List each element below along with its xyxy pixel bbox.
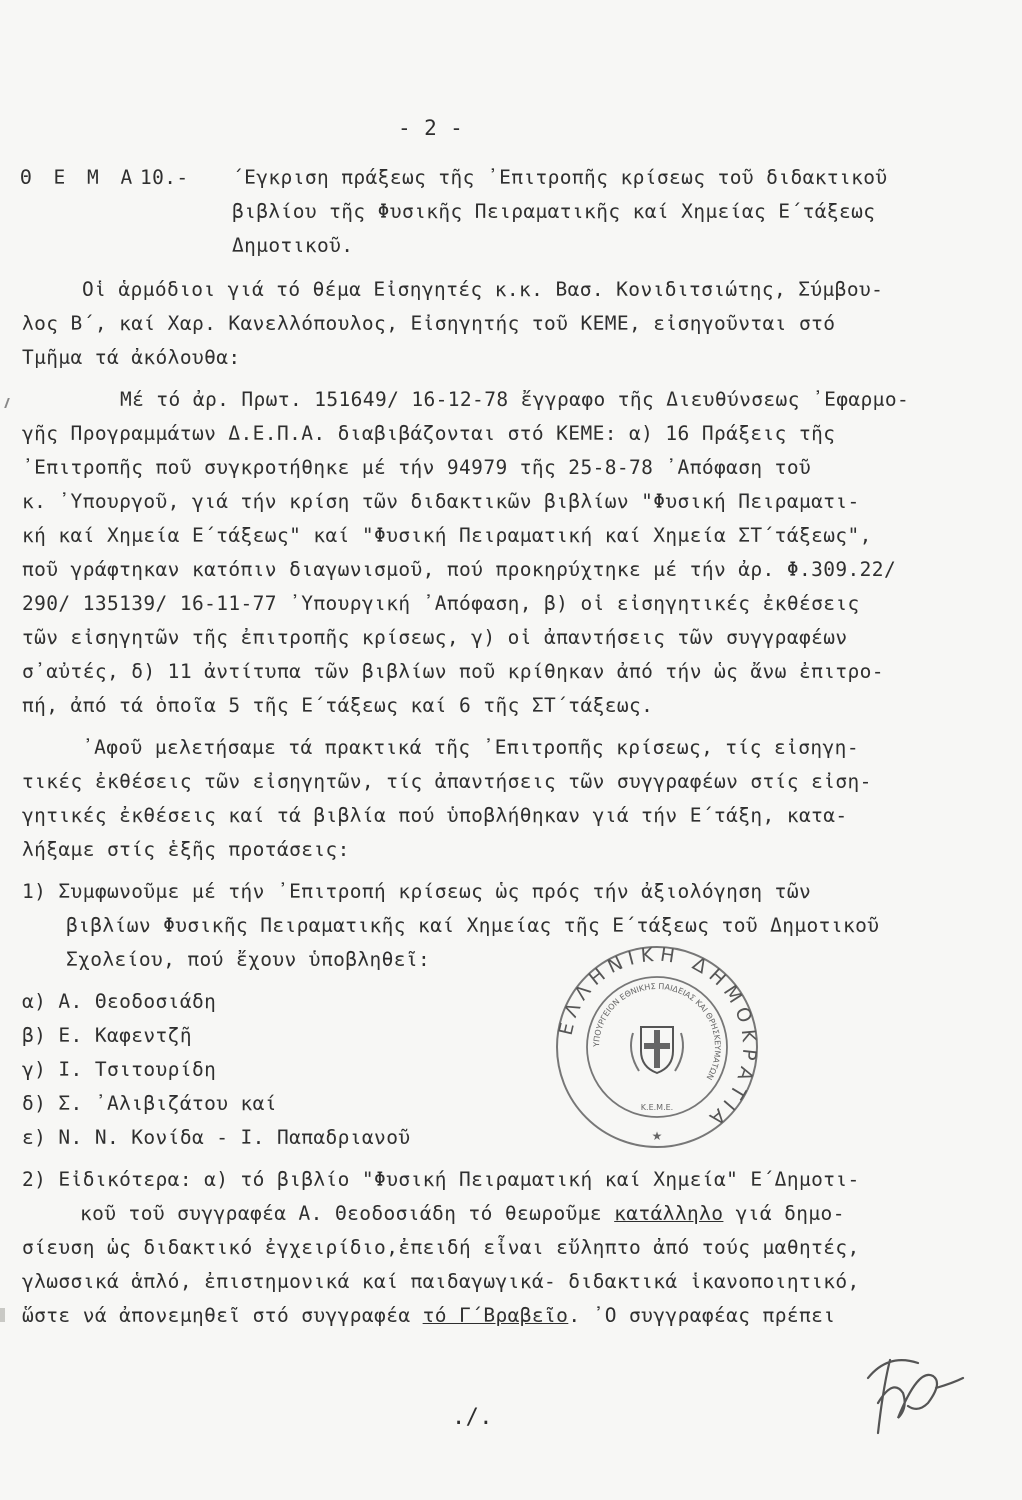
- body-line: ποῦ γράφτηκαν κατόπιν διαγωνισμοῦ, πού προκηρύχτηκε μέ τήν ἀρ. Φ.309.22/: [22, 558, 897, 581]
- list-item-continuation: Σχολείου, πού ἔχουν ὑποβληθεῖ:: [66, 948, 431, 971]
- stamp-inner-text: ΥΠΟΥΡΓΕΙΟΝ ΕΘΝΙΚΗΣ ΠΑΙΔΕΙΑΣ ΚΑΙ ΘΡΗΣΚΕΥΜΑΤΩΝ: [591, 981, 723, 1082]
- body-line: λήξαμε στίς ἑξῆς προτάσεις:: [22, 838, 350, 861]
- underlined-text: κατάλληλο: [614, 1202, 724, 1225]
- body-line: 290/ 135139/ 16-11-77 ᾽Υπουργική ᾽Απόφαση, β) οἱ εἰσηγητικές ἐκθέσεις: [22, 592, 860, 615]
- intro-line: Οἱ ἁρμόδιοι γιά τό θέμα Εἰσηγητές κ.κ. Βασ. Κονιδιτσιώτης, Σύμβου-: [82, 278, 884, 301]
- topic-title-line: Δημοτικοῦ.: [232, 234, 354, 257]
- body-line: Μέ τό ἀρ. Πρωτ. 151649/ 16-12-78 ἔγγραφο τῆς Διευθύνσεως ᾽Εφαρμο-: [120, 388, 910, 411]
- stamp-outer-text: ΕΛΛΗΝΙΚΗ ΔΗΜΟΚΡΑΤΙΑ: [554, 943, 761, 1133]
- body-line: ᾽Αφοῦ μελετήσαμε τά πρακτικά τῆς ᾽Επιτροπῆς κρίσεως, τίς εἰσηγη-: [82, 736, 859, 759]
- text-run: κοῦ τοῦ συγγραφέα Α. Θεοδοσιάδη τό θεωροῦμε: [80, 1202, 615, 1225]
- text-run: ὥστε νά ἀπονεμηθεῖ στό συγγραφέα: [22, 1304, 423, 1327]
- list-item-continuation: σίευση ὡς διδακτικό ἐγχειρίδιο,ἐπειδή εἶναι εὔληπτο ἀπό τούς μαθητές,: [22, 1236, 860, 1259]
- punch-hole-mark: [0, 1308, 5, 1322]
- body-line: γῆς Προγραμμάτων Δ.Ε.Π.Α. διαβιβάζονται στό ΚΕΜΕ: α) 16 Πράξεις τῆς: [22, 422, 836, 445]
- topic-title-line: ´Εγκριση πράξεως τῆς ᾽Επιτροπῆς κρίσεως τοῦ διδακτικοῦ: [232, 166, 888, 189]
- body-line: σ᾽αὐτές, δ) 11 ἀντίτυπα τῶν βιβλίων ποῦ κρίθηκαν ἀπό τήν ὡς ἄνω ἐπιτρο-: [22, 660, 884, 683]
- body-line: τῶν εἰσηγητῶν τῆς ἐπιτροπῆς κρίσεως, γ) οἱ ἀπαντήσεις τῶν συγγραφέων: [22, 626, 848, 649]
- text-run: . ᾽Ο συγγραφέας πρέπει: [568, 1304, 836, 1327]
- list-item: 1) Συμφωνοῦμε μέ τήν ᾽Επιτροπή κρίσεως ὡς πρός τήν ἀξιολόγηση τῶν: [22, 880, 812, 903]
- official-stamp: [552, 942, 762, 1152]
- list-item-continuation: [22, 1304, 835, 1327]
- intro-line: Τμῆμα τά ἀκόλουθα:: [22, 346, 241, 369]
- body-line: κή καί Χημεία Ε´τάξεως" καί "Φυσική Πειραματική καί Χημεία ΣΤ´τάξεως",: [22, 524, 872, 547]
- topic-number: 10.-: [140, 166, 189, 189]
- continuation-mark: ./.: [452, 1405, 493, 1430]
- page-number: - 2 -: [398, 116, 464, 140]
- body-line: πή, ἀπό τά ὁποῖα 5 τῆς Ε´τάξεως καί 6 τῆς ΣΤ´τάξεως.: [22, 694, 654, 717]
- author-item: α) Α. Θεοδοσιάδη: [22, 990, 217, 1013]
- text-run: γιά δημο-: [723, 1202, 845, 1225]
- body-line: κ. ᾽Υπουργοῦ, γιά τήν κρίση τῶν διδακτικῶν βιβλίων "Φυσική Πειραματι-: [22, 490, 860, 513]
- author-item: ε) Ν. Ν. Κονίδα - Ι. Παπαδριανοῦ: [22, 1126, 411, 1149]
- stamp-bottom-text: Κ.Ε.Μ.Ε.: [640, 1103, 674, 1112]
- author-item: β) Ε. Καφεντζῆ: [22, 1024, 192, 1047]
- list-item-continuation: βιβλίων Φυσικῆς Πειραματικῆς καί Χημείας τῆς Ε´τάξεως τοῦ Δημοτικοῦ: [66, 914, 880, 937]
- stamp-star-icon: ★: [651, 1129, 663, 1143]
- author-item: δ) Σ. ᾽Αλιβιζάτου καί: [22, 1092, 277, 1115]
- body-line: γητικές ἐκθέσεις καί τά βιβλία πού ὑποβλήθηκαν γιά τήν Ε´τάξη, κατα-: [22, 804, 848, 827]
- coat-of-arms-icon: [631, 1027, 683, 1073]
- intro-line: λος Β´, καί Χαρ. Κανελλόπουλος, Εἰσηγητής τοῦ ΚΕΜΕ, εἰσηγοῦνται στό: [22, 312, 836, 335]
- list-item-continuation: [80, 1202, 845, 1225]
- topic-label: Θ Ε Μ Α: [20, 166, 138, 189]
- list-item: 2) Εἰδικότερα: α) τό βιβλίο "Φυσική Πειραματική καί Χημεία" Ε´Δημοτι-: [22, 1168, 860, 1191]
- underlined-text: τό Γ´Βραβεῖο: [422, 1304, 569, 1327]
- body-line: ᾽Επιτροπῆς ποῦ συγκροτήθηκε μέ τήν 94979 τῆς 25-8-78 ᾽Απόφαση τοῦ: [22, 456, 812, 479]
- margin-tick-mark: [4, 398, 14, 408]
- handwritten-signature: [848, 1348, 968, 1438]
- list-item-continuation: γλωσσικά ἁπλό, ἐπιστημονικά καί παιδαγωγικά- διδακτικά ἱκανοποιητικό,: [22, 1270, 860, 1293]
- author-item: γ) Ι. Τσιτουρίδη: [22, 1058, 217, 1081]
- body-line: τικές ἐκθέσεις τῶν εἰσηγητῶν, τίς ἀπαντήσεις τῶν συγγραφέων στίς εἰση-: [22, 770, 872, 793]
- topic-title-line: βιβλίου τῆς Φυσικῆς Πειραματικῆς καί Χημείας Ε´τάξεως: [232, 200, 876, 223]
